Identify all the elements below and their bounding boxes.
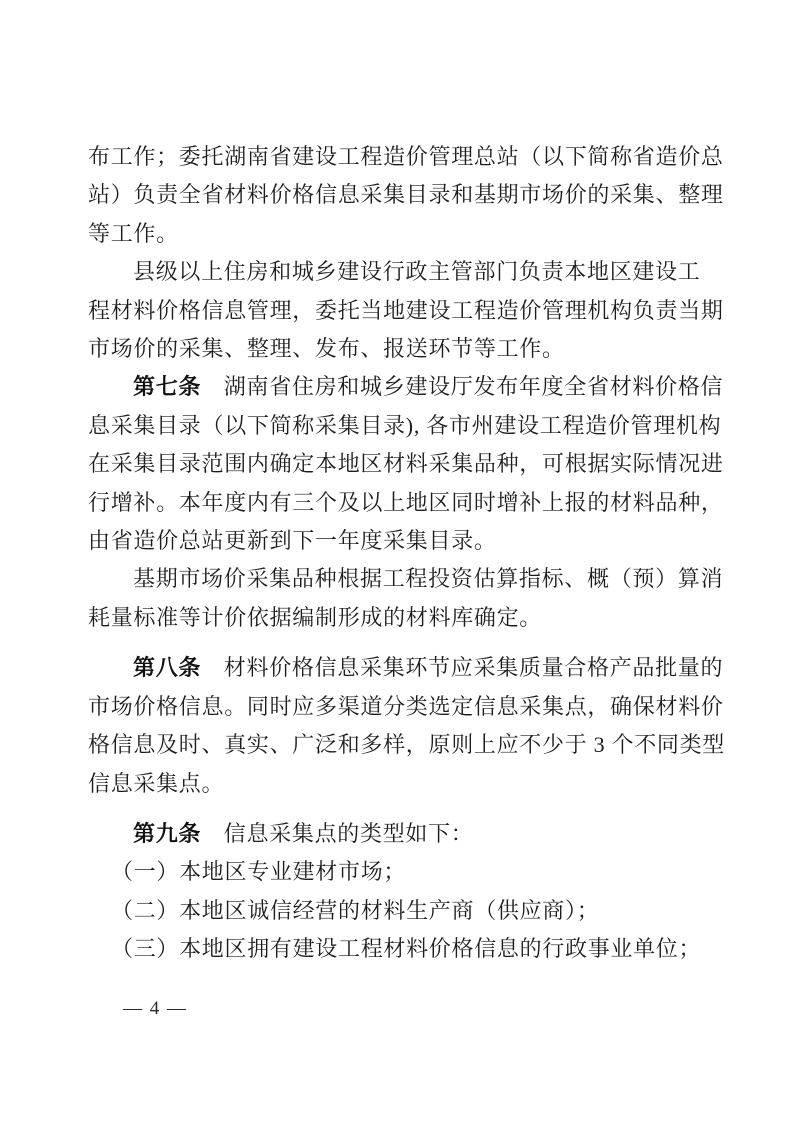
clause-heading: 第七条 — [133, 374, 202, 400]
text-run: （三）本地区拥有建设工程材料价格信息的行政事业单位； — [111, 936, 702, 962]
text-line — [88, 930, 748, 968]
text-run: 市场价的采集、整理、发布、报送环节等工作。 — [88, 336, 565, 362]
text-line — [88, 726, 748, 764]
text-run: 湖南省住房和城乡建设厅发布年度全省材料价格信 — [201, 374, 724, 400]
text-run: （二）本地区诚信经营的材料生产商（供应商）； — [111, 897, 600, 923]
text-run: 站）负责全省材料价格信息采集目录和基期市场价的采集、整理 — [88, 182, 724, 208]
text-line — [88, 368, 748, 406]
text-run: （一）本地区专业建材市场； — [111, 859, 407, 885]
text-line — [88, 649, 748, 687]
text-run: 市场价格信息。同时应多渠道分类选定信息采集点，确保材料价 — [88, 693, 724, 719]
text-run: 耗量标准等计价依据编制形成的材料库确定。 — [88, 604, 543, 630]
text-line — [88, 853, 748, 891]
text-run: 格信息及时、真实、广泛和多样，原则上应不少于 3 个不同类型 — [88, 732, 726, 758]
text-line — [88, 599, 748, 637]
page-number: — 4 — — [123, 998, 188, 1019]
text-line — [88, 892, 748, 930]
text-run: 县级以上住房和城乡建设行政主管部门负责本地区建设工 — [133, 259, 701, 285]
text-run: 信息采集点的类型如下： — [201, 820, 474, 846]
document-body — [88, 138, 748, 969]
text-run: 息采集目录（以下简称采集目录), 各市州建设工程造价管理机构 — [88, 412, 722, 438]
text-line — [88, 522, 748, 560]
text-line — [88, 688, 748, 726]
text-line — [88, 292, 748, 330]
text-run: 材料价格信息采集环节应采集质量合格产品批量的 — [201, 655, 724, 681]
text-line — [88, 560, 748, 598]
text-run: 等工作。 — [88, 220, 179, 246]
text-run: 信息采集点。 — [88, 770, 225, 796]
text-line — [88, 407, 748, 445]
text-line — [88, 138, 748, 176]
clause-heading: 第九条 — [133, 820, 202, 846]
text-run: 行增补。本年度内有三个及以上地区同时增补上报的材料品种， — [88, 489, 724, 515]
text-run: 程材料价格信息管理，委托当地建设工程造价管理机构负责当期 — [88, 297, 724, 323]
text-line — [88, 215, 748, 253]
text-line — [88, 484, 748, 522]
text-run: 基期市场价采集品种根据工程投资估算指标、概（预）算消 — [133, 566, 724, 592]
clause-heading: 第八条 — [133, 655, 202, 681]
text-line — [88, 253, 748, 291]
text-line — [88, 330, 748, 368]
text-line — [88, 176, 748, 214]
text-run: 由省造价总站更新到下一年度采集目录。 — [88, 528, 497, 554]
text-line — [88, 765, 748, 803]
text-line — [88, 445, 748, 483]
text-line — [88, 815, 748, 853]
text-run: 布工作；委托湖南省建设工程造价管理总站（以下简称省造价总 — [88, 144, 724, 169]
text-run: 在采集目录范围内确定本地区材料采集品种，可根据实际情况进 — [88, 451, 724, 477]
